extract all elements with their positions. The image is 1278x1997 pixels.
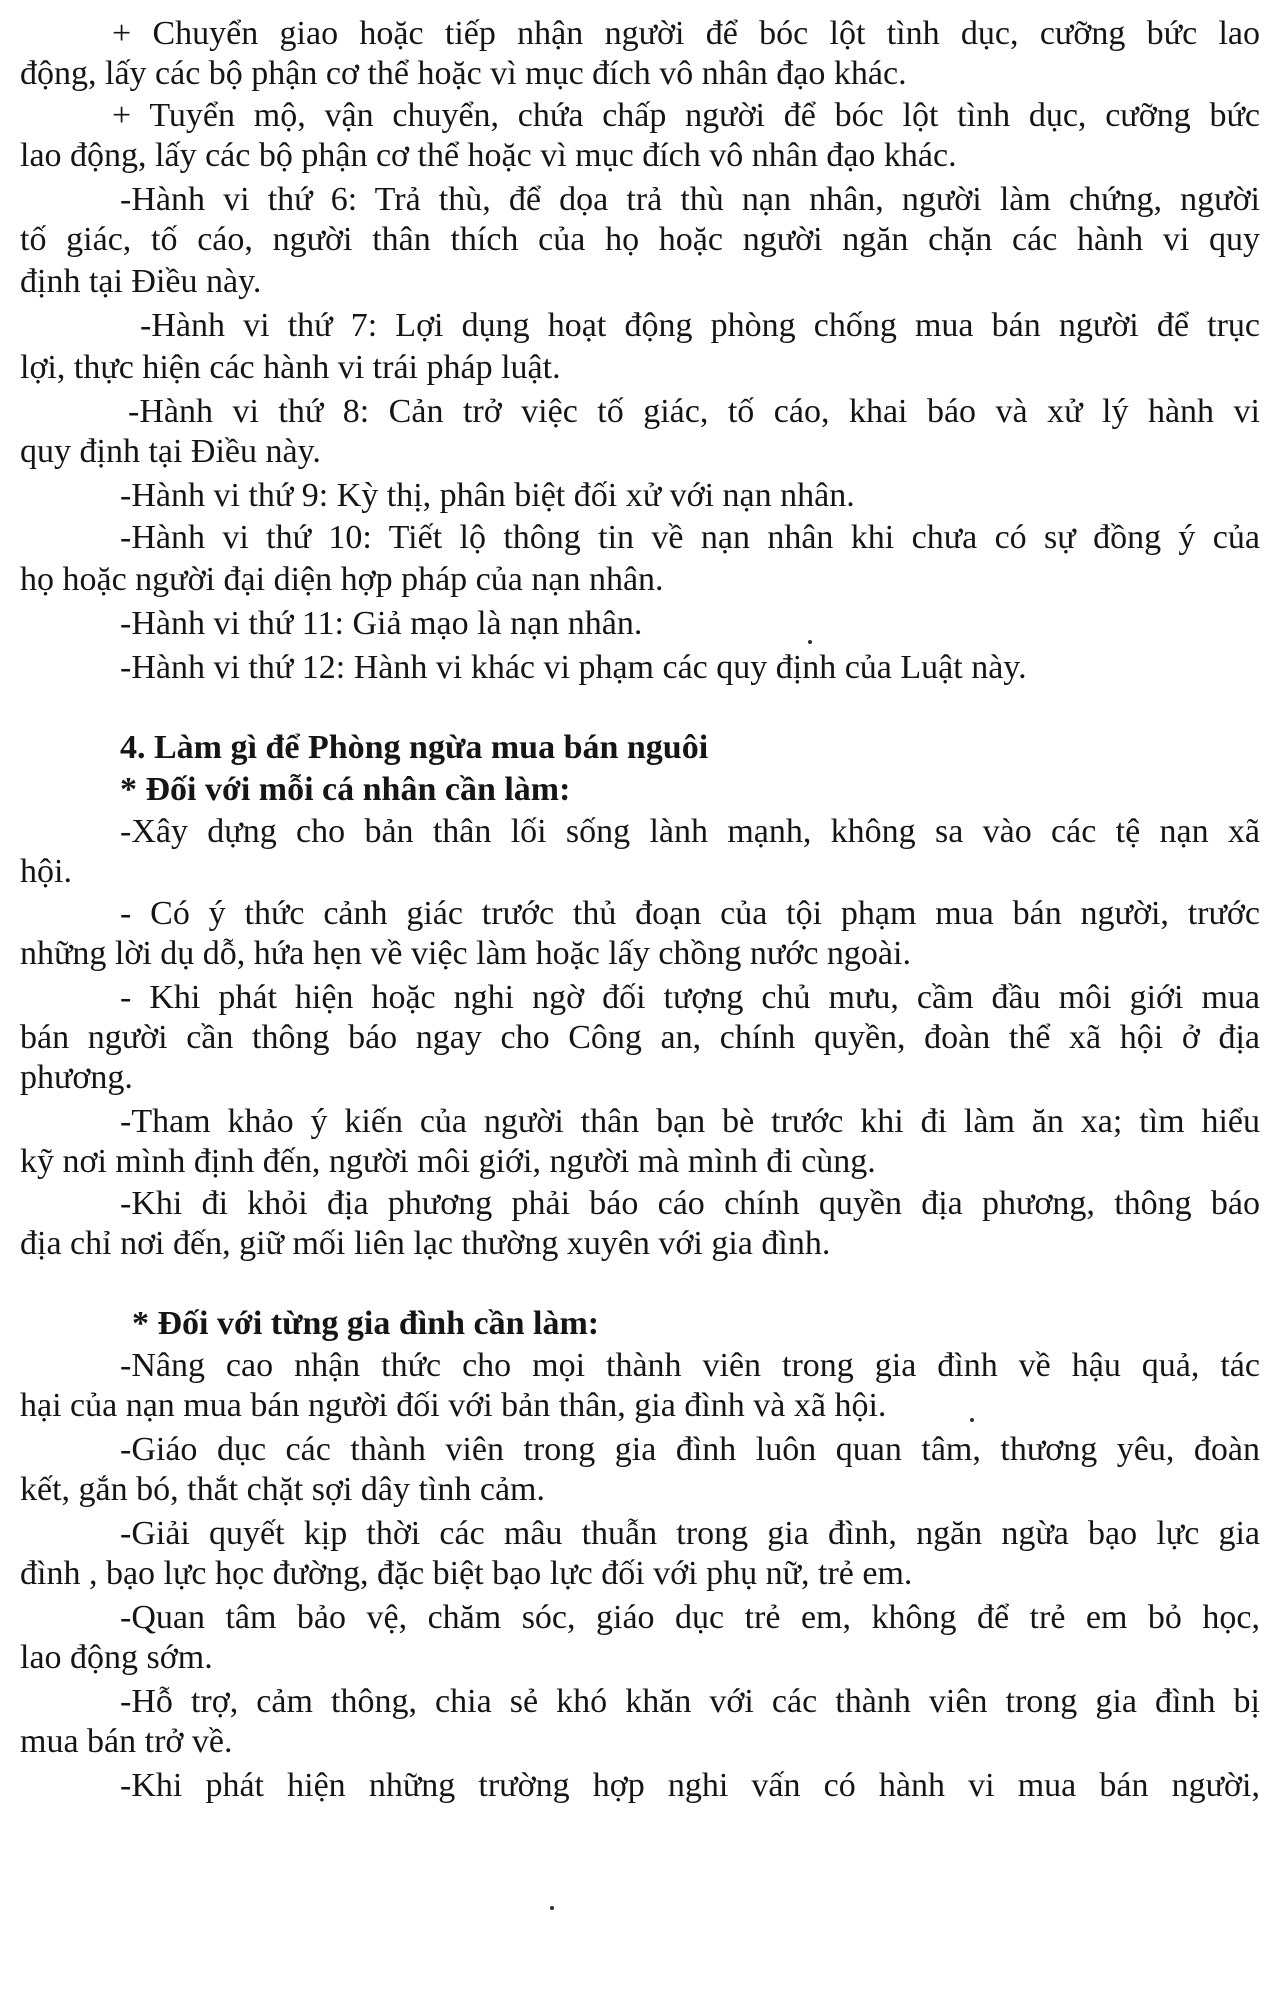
text-line: mua bán trở về. [20, 1723, 233, 1760]
subsection-heading: * Đối với mỗi cá nhân cần làm: [120, 771, 571, 808]
section-heading: 4. Làm gì để Phòng ngừa mua bán nguôi [120, 729, 709, 766]
text-line: lợi, thực hiện các hành vi trái pháp luật. [20, 349, 561, 386]
text-line: bán người cần thông báo ngay cho Công an, chính quyền, đoàn thể xã hội ở địa [20, 1019, 1260, 1056]
text-line: lao động sớm. [20, 1639, 213, 1676]
text-line: hại của nạn mua bán người đối với bản thân, gia đình và xã hội. [20, 1387, 887, 1424]
text-line: - Khi phát hiện hoặc nghi ngờ đối tượng chủ mưu, cầm đầu môi giới mua [120, 979, 1260, 1016]
text-line: + Tuyển mộ, vận chuyển, chứa chấp người để bóc lột tình dục, cưỡng bức [112, 97, 1260, 134]
text-line: -Nâng cao nhận thức cho mọi thành viên trong gia đình về hậu quả, tác [120, 1347, 1260, 1384]
text-line: -Hỗ trợ, cảm thông, chia sẻ khó khăn với các thành viên trong gia đình bị [120, 1683, 1260, 1720]
text-line: định tại Điều này. [20, 263, 262, 300]
text-line: họ hoặc người đại diện hợp pháp của nạn nhân. [20, 561, 664, 598]
text-line: -Giải quyết kịp thời các mâu thuẫn trong gia đình, ngăn ngừa bạo lực gia [120, 1515, 1260, 1552]
text-line: -Hành vi thứ 11: Giả mạo là nạn nhân. [120, 605, 643, 642]
text-line: -Hành vi thứ 6: Trả thù, để dọa trả thù nạn nhân, người làm chứng, người [120, 181, 1260, 218]
text-line: kỹ nơi mình định đến, người môi giới, người mà mình đi cùng. [20, 1143, 876, 1180]
text-line: -Xây dựng cho bản thân lối sống lành mạnh, không sa vào các tệ nạn xã [120, 813, 1260, 850]
text-line: -Hành vi thứ 7: Lợi dụng hoạt động phòng chống mua bán người để trục [140, 307, 1260, 344]
text-line: -Khi phát hiện những trường hợp nghi vấn có hành vi mua bán người, [120, 1767, 1260, 1804]
text-line: -Hành vi thứ 9: Kỳ thị, phân biệt đối xử với nạn nhân. [120, 477, 855, 514]
text-line: quy định tại Điều này. [20, 433, 321, 470]
subsection-heading: * Đối với từng gia đình cần làm: [132, 1305, 600, 1342]
text-line: kết, gắn bó, thắt chặt sợi dây tình cảm. [20, 1471, 546, 1508]
text-line: động, lấy các bộ phận cơ thể hoặc vì mục đích vô nhân đạo khác. [20, 55, 907, 92]
text-line: -Hành vi thứ 10: Tiết lộ thông tin về nạn nhân khi chưa có sự đồng ý của [120, 519, 1260, 556]
text-line: -Tham khảo ý kiến của người thân bạn bè trước khi đi làm ăn xa; tìm hiểu [120, 1103, 1260, 1140]
text-line: -Hành vi thứ 8: Cản trở việc tố giác, tố cáo, khai báo và xử lý hành vi [128, 393, 1260, 430]
text-line: đình , bạo lực học đường, đặc biệt bạo lực đối với phụ nữ, trẻ em. [20, 1555, 913, 1592]
text-line: tố giác, tố cáo, người thân thích của họ hoặc người ngăn chặn các hành vi quy [20, 221, 1260, 258]
text-line: - Có ý thức cảnh giác trước thủ đoạn của tội phạm mua bán người, trước [120, 895, 1260, 932]
scan-speck [970, 1418, 974, 1422]
text-line: lao động, lấy các bộ phận cơ thể hoặc vì mục đích vô nhân đạo khác. [20, 137, 957, 174]
text-line: những lời dụ dỗ, hứa hẹn về việc làm hoặc lấy chồng nước ngoài. [20, 935, 911, 972]
scan-speck [550, 1906, 554, 1910]
text-line: phương. [20, 1059, 133, 1096]
text-line: -Quan tâm bảo vệ, chăm sóc, giáo dục trẻ em, không để trẻ em bỏ học, [120, 1599, 1260, 1636]
text-line: địa chỉ nơi đến, giữ mối liên lạc thường xuyên với gia đình. [20, 1225, 831, 1262]
scan-speck [808, 640, 812, 644]
text-line: + Chuyển giao hoặc tiếp nhận người để bóc lột tình dục, cưỡng bức lao [112, 15, 1260, 52]
text-line: hội. [20, 853, 72, 890]
text-line: -Hành vi thứ 12: Hành vi khác vi phạm các quy định của Luật này. [120, 649, 1027, 686]
text-line: -Giáo dục các thành viên trong gia đình luôn quan tâm, thương yêu, đoàn [120, 1431, 1260, 1468]
text-line: -Khi đi khỏi địa phương phải báo cáo chính quyền địa phương, thông báo [120, 1185, 1260, 1222]
